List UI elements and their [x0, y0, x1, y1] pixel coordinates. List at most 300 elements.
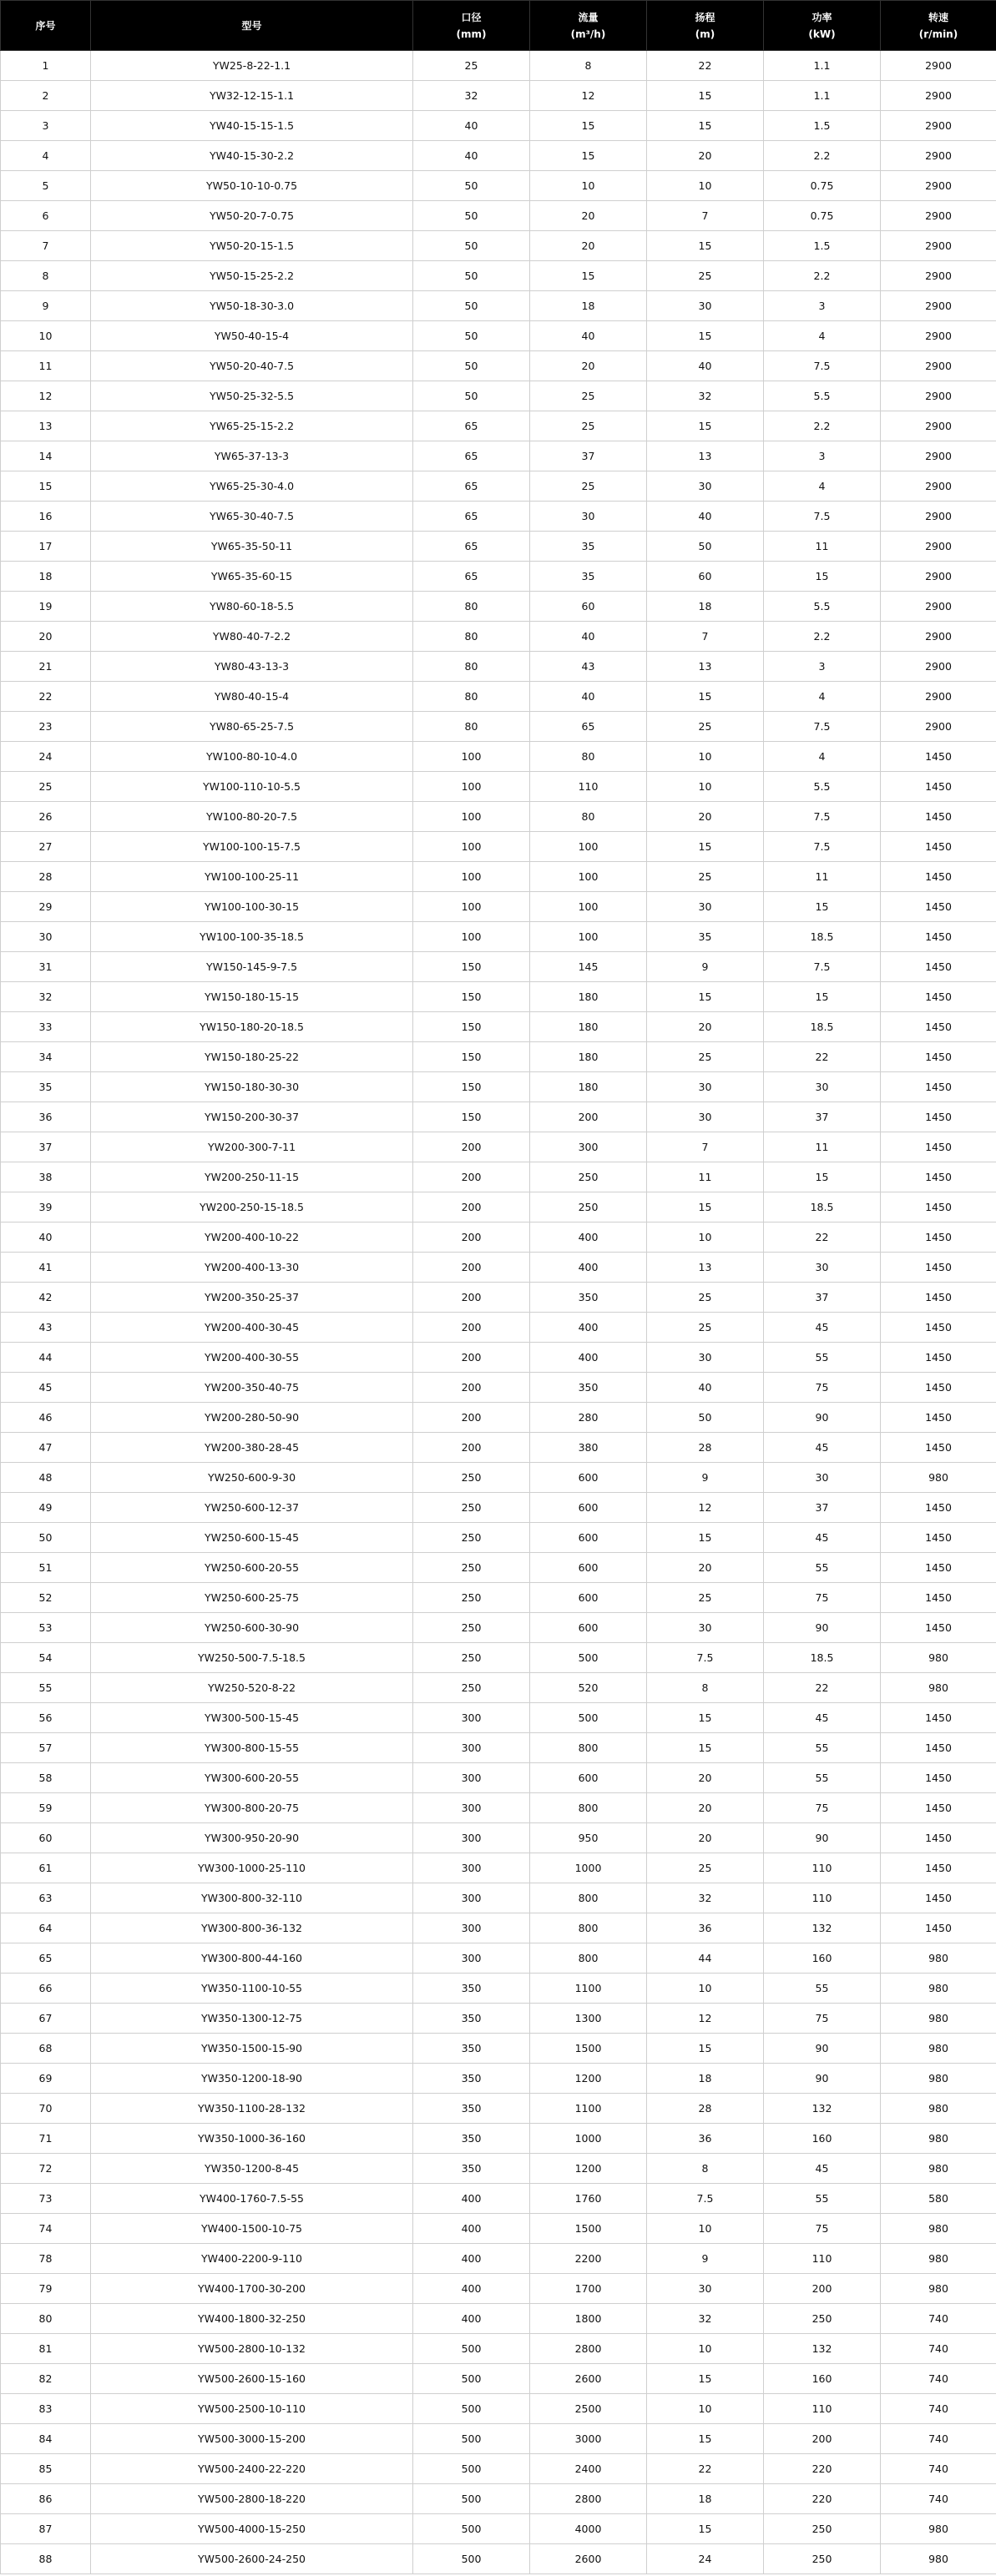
- model-cell: YW50-20-7-0.75: [91, 201, 413, 231]
- flow-cell: 2400: [530, 2454, 647, 2484]
- index-cell: 24: [1, 742, 91, 772]
- table-row: [1, 2094, 996, 2124]
- flow-cell: 800: [530, 1913, 647, 1943]
- model-cell: YW200-400-30-45: [91, 1313, 413, 1343]
- diameter-cell: 500: [413, 2514, 530, 2544]
- index-cell: 2: [1, 81, 91, 111]
- speed-cell: 1450: [881, 1283, 996, 1313]
- power-cell: 37: [764, 1493, 881, 1523]
- diameter-cell: 300: [413, 1793, 530, 1823]
- head-cell: 10: [647, 2334, 764, 2364]
- table-row: [1, 1523, 996, 1553]
- index-cell: 5: [1, 171, 91, 201]
- model-cell: YW300-600-20-55: [91, 1763, 413, 1793]
- head-cell: 15: [647, 982, 764, 1012]
- index-cell: 12: [1, 381, 91, 411]
- flow-cell: 15: [530, 261, 647, 291]
- head-cell: 10: [647, 2394, 764, 2424]
- head-cell: 28: [647, 1433, 764, 1463]
- index-cell: 11: [1, 351, 91, 381]
- diameter-cell: 350: [413, 2094, 530, 2124]
- flow-cell: 380: [530, 1433, 647, 1463]
- diameter-cell: 300: [413, 1883, 530, 1913]
- model-cell: YW80-43-13-3: [91, 652, 413, 682]
- head-cell: 7.5: [647, 2184, 764, 2214]
- index-cell: 55: [1, 1673, 91, 1703]
- speed-cell: 980: [881, 1943, 996, 1974]
- index-cell: 86: [1, 2484, 91, 2514]
- head-cell: 25: [647, 712, 764, 742]
- diameter-cell: 200: [413, 1192, 530, 1222]
- head-cell: 15: [647, 2364, 764, 2394]
- table-row: [1, 1823, 996, 1853]
- flow-cell: 1100: [530, 2094, 647, 2124]
- table-row: [1, 351, 996, 381]
- speed-cell: 1450: [881, 742, 996, 772]
- table-row: [1, 652, 996, 682]
- index-cell: 58: [1, 1763, 91, 1793]
- diameter-cell: 50: [413, 291, 530, 321]
- diameter-cell: 350: [413, 2154, 530, 2184]
- index-cell: 39: [1, 1192, 91, 1222]
- speed-cell: 2900: [881, 261, 996, 291]
- index-cell: 61: [1, 1853, 91, 1883]
- diameter-cell: 200: [413, 1253, 530, 1283]
- model-cell: YW200-250-15-18.5: [91, 1192, 413, 1222]
- speed-cell: 740: [881, 2484, 996, 2514]
- index-cell: 17: [1, 532, 91, 562]
- speed-cell: 1450: [881, 862, 996, 892]
- table-row: [1, 1313, 996, 1343]
- diameter-cell: 80: [413, 712, 530, 742]
- speed-cell: 2900: [881, 381, 996, 411]
- head-cell: 15: [647, 682, 764, 712]
- index-cell: 44: [1, 1343, 91, 1373]
- index-cell: 67: [1, 2004, 91, 2034]
- flow-cell: 400: [530, 1222, 647, 1253]
- head-cell: 13: [647, 652, 764, 682]
- table-row: [1, 982, 996, 1012]
- index-cell: 83: [1, 2394, 91, 2424]
- power-cell: 7.5: [764, 712, 881, 742]
- model-cell: YW100-100-30-15: [91, 892, 413, 922]
- header-index: [1, 1, 91, 51]
- speed-cell: 2900: [881, 502, 996, 532]
- flow-cell: 35: [530, 562, 647, 592]
- index-cell: 63: [1, 1883, 91, 1913]
- diameter-cell: 350: [413, 1974, 530, 2004]
- flow-cell: 2600: [530, 2544, 647, 2574]
- diameter-cell: 350: [413, 2034, 530, 2064]
- flow-cell: 1500: [530, 2214, 647, 2244]
- table-row: [1, 592, 996, 622]
- table-row: [1, 111, 996, 141]
- diameter-cell: 100: [413, 802, 530, 832]
- model-cell: YW500-2800-18-220: [91, 2484, 413, 2514]
- speed-cell: 2900: [881, 141, 996, 171]
- model-cell: YW150-200-30-37: [91, 1102, 413, 1132]
- speed-cell: 2900: [881, 51, 996, 81]
- diameter-cell: 250: [413, 1673, 530, 1703]
- header-flow-title: 流量: [578, 11, 599, 23]
- flow-cell: 65: [530, 712, 647, 742]
- head-cell: 15: [647, 81, 764, 111]
- power-cell: 7.5: [764, 351, 881, 381]
- table-row: [1, 1974, 996, 2004]
- flow-cell: 25: [530, 381, 647, 411]
- index-cell: 27: [1, 832, 91, 862]
- index-cell: 22: [1, 682, 91, 712]
- diameter-cell: 150: [413, 1012, 530, 1042]
- model-cell: YW150-180-30-30: [91, 1072, 413, 1102]
- head-cell: 9: [647, 952, 764, 982]
- head-cell: 12: [647, 2004, 764, 2034]
- speed-cell: 1450: [881, 892, 996, 922]
- diameter-cell: 40: [413, 141, 530, 171]
- flow-cell: 600: [530, 1523, 647, 1553]
- flow-cell: 180: [530, 1012, 647, 1042]
- head-cell: 20: [647, 802, 764, 832]
- model-cell: YW300-500-15-45: [91, 1703, 413, 1733]
- speed-cell: 1450: [881, 1162, 996, 1192]
- power-cell: 22: [764, 1042, 881, 1072]
- table-row: [1, 2004, 996, 2034]
- diameter-cell: 350: [413, 2004, 530, 2034]
- head-cell: 7: [647, 201, 764, 231]
- index-cell: 60: [1, 1823, 91, 1853]
- table-row: [1, 1132, 996, 1162]
- table-row: [1, 742, 996, 772]
- power-cell: 3: [764, 441, 881, 471]
- power-cell: 5.5: [764, 381, 881, 411]
- index-cell: 42: [1, 1283, 91, 1313]
- table-row: [1, 1012, 996, 1042]
- table-row: [1, 1613, 996, 1643]
- power-cell: 15: [764, 892, 881, 922]
- index-cell: 30: [1, 922, 91, 952]
- speed-cell: 1450: [881, 1493, 996, 1523]
- speed-cell: 2900: [881, 201, 996, 231]
- power-cell: 250: [764, 2544, 881, 2574]
- speed-cell: 980: [881, 1643, 996, 1673]
- power-cell: 75: [764, 1583, 881, 1613]
- model-cell: YW80-60-18-5.5: [91, 592, 413, 622]
- head-cell: 20: [647, 1553, 764, 1583]
- diameter-cell: 350: [413, 2064, 530, 2094]
- model-cell: YW250-520-8-22: [91, 1673, 413, 1703]
- diameter-cell: 300: [413, 1913, 530, 1943]
- speed-cell: 1450: [881, 1823, 996, 1853]
- power-cell: 2.2: [764, 141, 881, 171]
- diameter-cell: 50: [413, 261, 530, 291]
- flow-cell: 20: [530, 231, 647, 261]
- power-cell: 55: [764, 1974, 881, 2004]
- head-cell: 60: [647, 562, 764, 592]
- index-cell: 14: [1, 441, 91, 471]
- index-cell: 66: [1, 1974, 91, 2004]
- diameter-cell: 250: [413, 1643, 530, 1673]
- header-head-title: 扬程: [695, 11, 715, 23]
- speed-cell: 1450: [881, 802, 996, 832]
- model-cell: YW350-1500-15-90: [91, 2034, 413, 2064]
- head-cell: 8: [647, 2154, 764, 2184]
- diameter-cell: 40: [413, 111, 530, 141]
- power-cell: 4: [764, 321, 881, 351]
- flow-cell: 60: [530, 592, 647, 622]
- diameter-cell: 250: [413, 1583, 530, 1613]
- diameter-cell: 100: [413, 892, 530, 922]
- speed-cell: 2900: [881, 411, 996, 441]
- header-head-unit: (m): [695, 28, 715, 40]
- diameter-cell: 500: [413, 2484, 530, 2514]
- model-cell: YW80-40-15-4: [91, 682, 413, 712]
- model-cell: YW50-20-40-7.5: [91, 351, 413, 381]
- flow-cell: 18: [530, 291, 647, 321]
- table-row: [1, 2484, 996, 2514]
- power-cell: 3: [764, 291, 881, 321]
- head-cell: 13: [647, 441, 764, 471]
- power-cell: 220: [764, 2484, 881, 2514]
- table-row: [1, 1042, 996, 1072]
- diameter-cell: 100: [413, 832, 530, 862]
- head-cell: 25: [647, 1313, 764, 1343]
- index-cell: 71: [1, 2124, 91, 2154]
- head-cell: 25: [647, 261, 764, 291]
- table-row: [1, 1192, 996, 1222]
- flow-cell: 180: [530, 1072, 647, 1102]
- head-cell: 25: [647, 1853, 764, 1883]
- model-cell: YW100-80-10-4.0: [91, 742, 413, 772]
- head-cell: 15: [647, 111, 764, 141]
- power-cell: 4: [764, 471, 881, 502]
- table-row: [1, 2424, 996, 2454]
- table-row: [1, 1583, 996, 1613]
- diameter-cell: 80: [413, 592, 530, 622]
- table-row: [1, 1283, 996, 1313]
- head-cell: 20: [647, 1823, 764, 1853]
- power-cell: 18.5: [764, 1643, 881, 1673]
- speed-cell: 1450: [881, 1763, 996, 1793]
- model-cell: YW32-12-15-1.1: [91, 81, 413, 111]
- model-cell: YW200-300-7-11: [91, 1132, 413, 1162]
- table-row: [1, 1853, 996, 1883]
- head-cell: 7.5: [647, 1643, 764, 1673]
- model-cell: YW50-25-32-5.5: [91, 381, 413, 411]
- speed-cell: 980: [881, 1463, 996, 1493]
- table-row: [1, 1072, 996, 1102]
- speed-cell: 2900: [881, 321, 996, 351]
- speed-cell: 980: [881, 2514, 996, 2544]
- model-cell: YW500-2400-22-220: [91, 2454, 413, 2484]
- model-cell: YW100-100-25-11: [91, 862, 413, 892]
- index-cell: 28: [1, 862, 91, 892]
- flow-cell: 15: [530, 141, 647, 171]
- speed-cell: 1450: [881, 1192, 996, 1222]
- model-cell: YW65-35-60-15: [91, 562, 413, 592]
- speed-cell: 1450: [881, 982, 996, 1012]
- flow-cell: 600: [530, 1553, 647, 1583]
- flow-cell: 250: [530, 1162, 647, 1192]
- speed-cell: 580: [881, 2184, 996, 2214]
- head-cell: 10: [647, 772, 764, 802]
- table-header: [1, 1, 996, 51]
- head-cell: 15: [647, 2034, 764, 2064]
- index-cell: 78: [1, 2244, 91, 2274]
- table-row: [1, 802, 996, 832]
- index-cell: 31: [1, 952, 91, 982]
- table-row: [1, 1222, 996, 1253]
- flow-cell: 20: [530, 201, 647, 231]
- flow-cell: 110: [530, 772, 647, 802]
- table-row: [1, 832, 996, 862]
- table-row: [1, 1883, 996, 1913]
- diameter-cell: 80: [413, 682, 530, 712]
- diameter-cell: 500: [413, 2394, 530, 2424]
- power-cell: 1.5: [764, 231, 881, 261]
- speed-cell: 1450: [881, 772, 996, 802]
- index-cell: 87: [1, 2514, 91, 2544]
- power-cell: 11: [764, 532, 881, 562]
- power-cell: 2.2: [764, 411, 881, 441]
- flow-cell: 350: [530, 1373, 647, 1403]
- head-cell: 25: [647, 1583, 764, 1613]
- power-cell: 30: [764, 1253, 881, 1283]
- table-row: [1, 1162, 996, 1192]
- flow-cell: 4000: [530, 2514, 647, 2544]
- flow-cell: 1700: [530, 2274, 647, 2304]
- table-row: [1, 2544, 996, 2574]
- diameter-cell: 500: [413, 2364, 530, 2394]
- table-row: [1, 441, 996, 471]
- model-cell: YW500-2600-15-160: [91, 2364, 413, 2394]
- power-cell: 55: [764, 1763, 881, 1793]
- speed-cell: 740: [881, 2304, 996, 2334]
- diameter-cell: 200: [413, 1313, 530, 1343]
- index-cell: 1: [1, 51, 91, 81]
- model-cell: YW200-280-50-90: [91, 1403, 413, 1433]
- speed-cell: 2900: [881, 291, 996, 321]
- head-cell: 40: [647, 351, 764, 381]
- table-row: [1, 411, 996, 441]
- head-cell: 7: [647, 1132, 764, 1162]
- diameter-cell: 100: [413, 922, 530, 952]
- diameter-cell: 200: [413, 1343, 530, 1373]
- header-diameter-title: 口径: [461, 11, 482, 23]
- speed-cell: 1450: [881, 1132, 996, 1162]
- header-diameter: [413, 1, 530, 51]
- model-cell: YW65-30-40-7.5: [91, 502, 413, 532]
- table-row: [1, 952, 996, 982]
- speed-cell: 740: [881, 2424, 996, 2454]
- model-cell: YW150-145-9-7.5: [91, 952, 413, 982]
- table-row: [1, 682, 996, 712]
- diameter-cell: 32: [413, 81, 530, 111]
- power-cell: 132: [764, 1913, 881, 1943]
- speed-cell: 1450: [881, 832, 996, 862]
- head-cell: 30: [647, 1102, 764, 1132]
- flow-cell: 80: [530, 802, 647, 832]
- flow-cell: 400: [530, 1343, 647, 1373]
- diameter-cell: 200: [413, 1222, 530, 1253]
- head-cell: 15: [647, 2424, 764, 2454]
- index-cell: 6: [1, 201, 91, 231]
- flow-cell: 600: [530, 1493, 647, 1523]
- speed-cell: 1450: [881, 1553, 996, 1583]
- power-cell: 45: [764, 2154, 881, 2184]
- model-cell: YW50-40-15-4: [91, 321, 413, 351]
- diameter-cell: 150: [413, 1042, 530, 1072]
- index-cell: 41: [1, 1253, 91, 1283]
- head-cell: 15: [647, 1192, 764, 1222]
- speed-cell: 2900: [881, 351, 996, 381]
- model-cell: YW80-65-25-7.5: [91, 712, 413, 742]
- diameter-cell: 250: [413, 1523, 530, 1553]
- head-cell: 8: [647, 1673, 764, 1703]
- head-cell: 30: [647, 291, 764, 321]
- table-row: [1, 2394, 996, 2424]
- diameter-cell: 400: [413, 2184, 530, 2214]
- power-cell: 30: [764, 1072, 881, 1102]
- speed-cell: 980: [881, 2034, 996, 2064]
- index-cell: 7: [1, 231, 91, 261]
- flow-cell: 20: [530, 351, 647, 381]
- flow-cell: 15: [530, 111, 647, 141]
- head-cell: 22: [647, 2454, 764, 2484]
- power-cell: 75: [764, 1793, 881, 1823]
- table-row: [1, 2454, 996, 2484]
- flow-cell: 2600: [530, 2364, 647, 2394]
- power-cell: 0.75: [764, 201, 881, 231]
- table-row: [1, 2064, 996, 2094]
- speed-cell: 1450: [881, 922, 996, 952]
- flow-cell: 10: [530, 171, 647, 201]
- model-cell: YW40-15-15-1.5: [91, 111, 413, 141]
- model-cell: YW50-20-15-1.5: [91, 231, 413, 261]
- speed-cell: 980: [881, 2274, 996, 2304]
- table-row: [1, 81, 996, 111]
- model-cell: YW250-600-12-37: [91, 1493, 413, 1523]
- power-cell: 45: [764, 1703, 881, 1733]
- power-cell: 15: [764, 982, 881, 1012]
- index-cell: 49: [1, 1493, 91, 1523]
- speed-cell: 1450: [881, 1433, 996, 1463]
- power-cell: 15: [764, 1162, 881, 1192]
- model-cell: YW100-100-15-7.5: [91, 832, 413, 862]
- speed-cell: 980: [881, 2004, 996, 2034]
- diameter-cell: 400: [413, 2244, 530, 2274]
- index-cell: 70: [1, 2094, 91, 2124]
- head-cell: 15: [647, 1703, 764, 1733]
- model-cell: YW25-8-22-1.1: [91, 51, 413, 81]
- table-row: [1, 1643, 996, 1673]
- header-speed: [881, 1, 996, 51]
- header-speed-unit: (r/min): [918, 28, 958, 40]
- power-cell: 75: [764, 2004, 881, 2034]
- table-row: [1, 2124, 996, 2154]
- speed-cell: 1450: [881, 952, 996, 982]
- table-row: [1, 2034, 996, 2064]
- head-cell: 10: [647, 1974, 764, 2004]
- speed-cell: 740: [881, 2394, 996, 2424]
- head-cell: 20: [647, 1793, 764, 1823]
- power-cell: 220: [764, 2454, 881, 2484]
- header-power-unit: (kW): [808, 28, 836, 40]
- power-cell: 7.5: [764, 832, 881, 862]
- power-cell: 90: [764, 1613, 881, 1643]
- flow-cell: 1200: [530, 2154, 647, 2184]
- head-cell: 25: [647, 1283, 764, 1313]
- index-cell: 68: [1, 2034, 91, 2064]
